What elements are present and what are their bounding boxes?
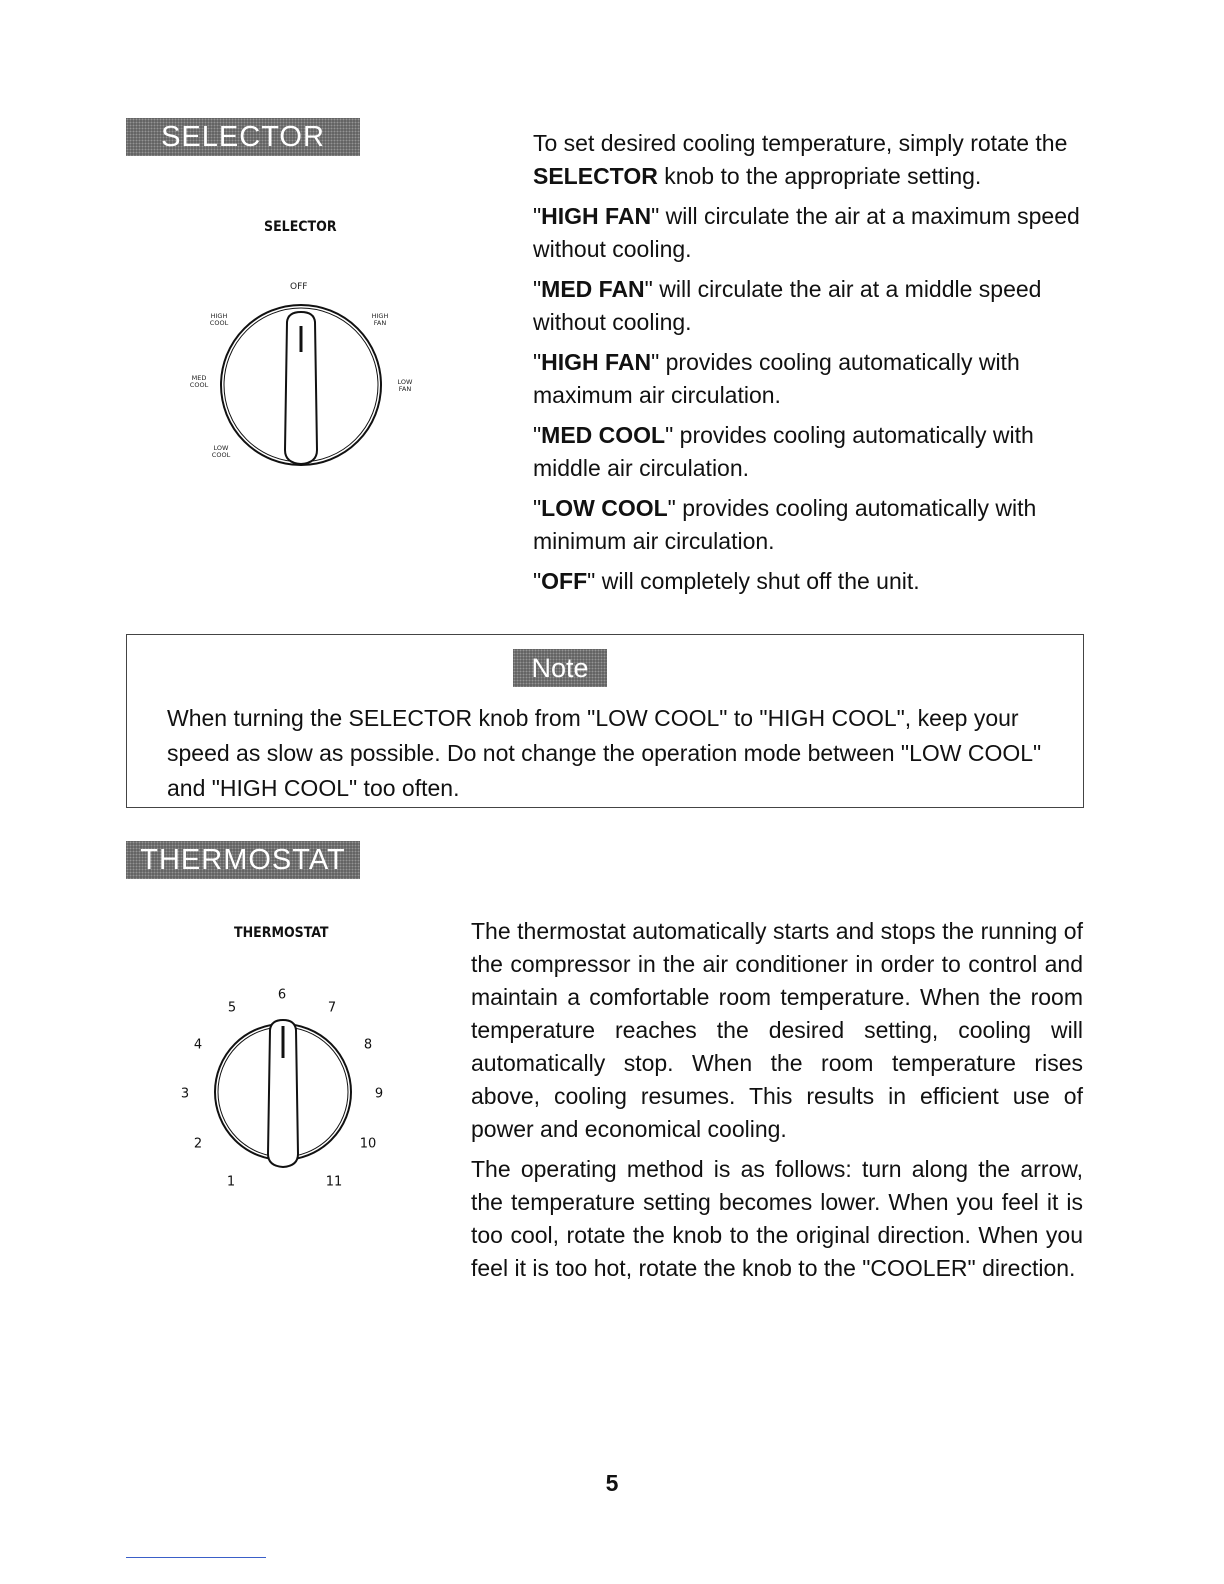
thermostat-paragraph-2: The operating method is as follows: turn along the arrow, the temperature setting becomes lower. When you feel it is too cool, rotate the knob to the original direction. When you feel it is too hot, rotate the knob to the "COOLER" direction. — [471, 1156, 1083, 1281]
dial-number: 3 — [180, 1086, 190, 1102]
mode-item: "HIGH FAN" will circulate the air at a maximum speed without cooling. — [533, 203, 1080, 262]
dial-number: 8 — [363, 1037, 373, 1053]
dial-number: 11 — [325, 1174, 343, 1190]
note-banner — [513, 649, 607, 687]
thermostat-paragraph-1: The thermostat automatically starts and stops the running of the compressor in the air conditioner in order to control and maintain a comfortable room temperature. When the room temperature reaches the desired setting, cooling will automatically stop. When the room temperature rises above, cooling resumes. This results in efficient use of power and economical cooling. — [471, 918, 1083, 1142]
page-number: 5 — [605, 1470, 619, 1496]
selector-description — [533, 127, 1085, 605]
thermostat-section-banner — [126, 841, 360, 879]
dial-number: 9 — [374, 1086, 384, 1102]
selector-label-med-cool: MED COOL — [189, 374, 209, 389]
mode-item: "LOW COOL" provides cooling automatically with minimum air circulation. — [533, 495, 1037, 554]
note-box — [126, 634, 1084, 808]
dial-number: 5 — [227, 1000, 237, 1016]
footer-divider — [126, 1557, 266, 1558]
dial-number: 4 — [193, 1037, 203, 1053]
selector-knob-diagram — [180, 210, 440, 480]
selector-label-low-fan: LOW FAN — [397, 378, 413, 393]
thermostat-banner-label: THERMOSTAT — [140, 843, 346, 876]
selector-label-low-cool: LOW COOL — [211, 444, 231, 459]
selector-label-off: OFF — [290, 282, 308, 292]
selector-banner-label: SELECTOR — [161, 120, 325, 153]
selector-label-high-fan: HIGH FAN — [371, 312, 389, 327]
mode-item: "OFF" will completely shut off the unit. — [533, 568, 920, 594]
selector-diagram-title: SELECTOR — [264, 219, 337, 235]
dial-number: 10 — [359, 1136, 377, 1152]
thermostat-description — [471, 915, 1083, 1292]
thermostat-knob-diagram — [160, 918, 410, 1198]
selector-section-banner — [126, 118, 360, 156]
note-text: When turning the SELECTOR knob from "LOW COOL" to "HIGH COOL", keep your speed as slow as possible. Do not change the operation mode between "LOW COOL" and "HIGH COOL" too often. — [167, 705, 1042, 801]
selector-knob-icon — [180, 210, 440, 480]
mode-item: "MED FAN" will circulate the air at a middle speed without cooling. — [533, 276, 1042, 335]
dial-number: 6 — [277, 987, 287, 1003]
dial-number: 7 — [327, 1000, 337, 1016]
selector-label-high-cool: HIGH COOL — [209, 312, 229, 327]
thermostat-knob-icon — [160, 918, 410, 1198]
mode-item: "HIGH FAN" provides cooling automatically with maximum air circulation. — [533, 349, 1020, 408]
selector-intro: To set desired cooling temperature, simply rotate the SELECTOR knob to the appropriate setting. — [533, 130, 1068, 189]
thermostat-diagram-title: THERMOSTAT — [234, 925, 329, 941]
mode-item: "MED COOL" provides cooling automatically with middle air circulation. — [533, 422, 1034, 481]
dial-number: 2 — [193, 1136, 203, 1152]
note-banner-label: Note — [531, 652, 589, 683]
dial-number: 1 — [226, 1174, 236, 1190]
